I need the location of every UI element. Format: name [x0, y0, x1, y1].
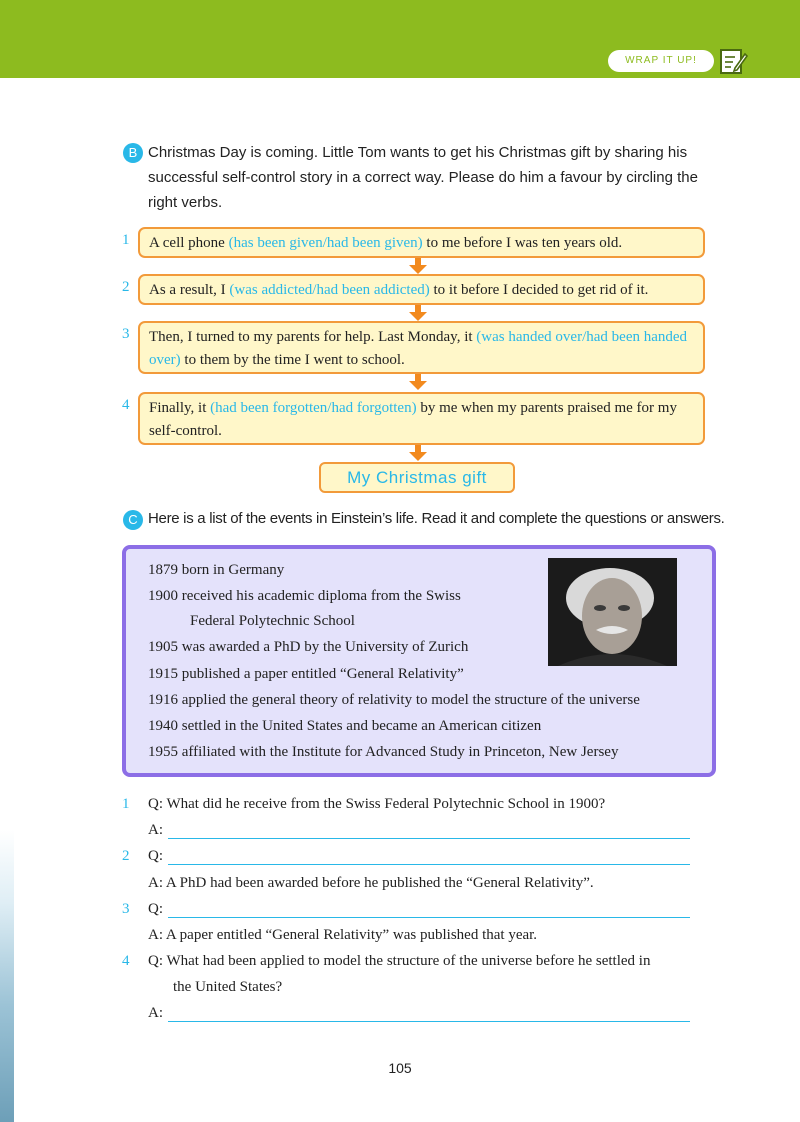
down-arrow-icon — [409, 258, 427, 274]
timeline-event: 1915 published a paper entitled “General Relativity” — [148, 666, 464, 682]
verb-choice[interactable]: (has been given/had been given) — [228, 235, 423, 251]
answer-blank[interactable] — [168, 838, 690, 839]
question-number: 3 — [122, 901, 130, 917]
story-text: by me when my parents praised me for my self-control. — [149, 400, 677, 439]
question-number: 2 — [122, 848, 130, 864]
section-c-instruction: Here is a list of the events in Einstein’s life. Read it and complete the questions or answers. — [148, 510, 725, 527]
timeline-event: 1879 born in Germany — [148, 562, 285, 578]
question-number: 4 — [122, 953, 130, 969]
story-text: to it before I decided to get rid of it. — [429, 282, 649, 298]
question-number: 1 — [122, 796, 130, 812]
story-text: to them by the time I went to school. — [180, 352, 405, 368]
story-box-4 — [138, 392, 705, 445]
section-c-badge: C — [123, 510, 143, 530]
answer-label: A: — [148, 1005, 163, 1021]
story-text: As a result, I — [149, 282, 230, 298]
item-number: 1 — [122, 232, 130, 248]
question-text: Q: What did he receive from the Swiss Federal Polytechnic School in 1900? — [148, 796, 606, 812]
item-number: 4 — [122, 397, 130, 413]
section-b-instruction: Christmas Day is coming. Little Tom wants to get his Christmas gift by sharing his successful self-control story in a correct way. Please do him a favour by circling the right verbs. — [148, 144, 698, 211]
verb-choice[interactable]: (was handed over/had been handed over) — [149, 329, 688, 368]
story-text: Then, I turned to my parents for help. Last Monday, it — [149, 329, 477, 345]
story-box-2 — [138, 274, 705, 305]
section-b-badge: B — [123, 143, 143, 163]
answer-text: A: A paper entitled “General Relativity” was published that year. — [148, 927, 538, 943]
story-text: Finally, it — [149, 400, 211, 416]
answer-blank[interactable] — [168, 1021, 690, 1022]
down-arrow-icon — [409, 374, 427, 390]
down-arrow-icon — [409, 305, 427, 321]
verb-choice[interactable]: (was addicted/had been addicted) — [229, 282, 430, 298]
verb-choice[interactable]: (had been forgotten/had forgotten) — [210, 400, 417, 416]
question-blank[interactable] — [168, 864, 690, 865]
story-text: to me before I was ten years old. — [422, 235, 623, 251]
timeline-event: 1955 affiliated with the Institute for Advanced Study in Princeton, New Jersey — [148, 744, 619, 760]
question-blank[interactable] — [168, 917, 690, 918]
question-text-continued: the United States? — [173, 979, 283, 995]
timeline-event: 1905 was awarded a PhD by the University of Zurich — [148, 639, 469, 655]
answer-text: A: A PhD had been awarded before he published the “General Relativity”. — [148, 875, 594, 891]
timeline-event: Federal Polytechnic School — [190, 613, 355, 629]
story-box-3 — [138, 321, 705, 374]
story-box-1 — [138, 227, 705, 258]
side-decoration — [0, 830, 14, 1122]
timeline-event: 1916 applied the general theory of relativity to model the structure of the universe — [148, 692, 640, 708]
wrap-it-up-tag: WRAP IT UP! — [608, 50, 714, 72]
timeline-event: 1900 received his academic diploma from the Swiss — [148, 588, 461, 604]
item-number: 2 — [122, 279, 130, 295]
question-label: Q: — [148, 848, 163, 864]
story-text: A cell phone — [149, 235, 229, 251]
item-number: 3 — [122, 326, 130, 342]
timeline-event: 1940 settled in the United States and became an American citizen — [148, 718, 542, 734]
question-label: Q: — [148, 901, 163, 917]
question-text: Q: What had been applied to model the structure of the universe before he settled in — [148, 953, 651, 969]
page-number: 105 — [388, 1060, 412, 1076]
answer-label: A: — [148, 822, 163, 838]
christmas-gift-box: My Christmas gift — [319, 462, 515, 493]
down-arrow-icon — [409, 445, 427, 461]
einstein-portrait — [548, 558, 677, 666]
pencil-note-icon — [718, 46, 748, 76]
